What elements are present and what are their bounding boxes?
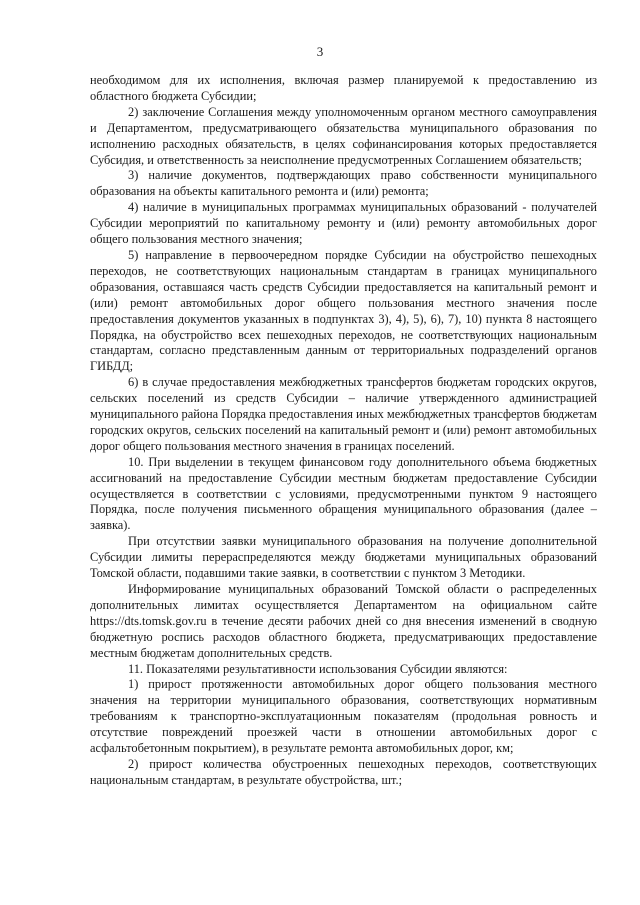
- paragraph-subitem-6: 6) в случае предоставления межбюджетных трансфертов бюджетам городских округов, сельских поселений из средств Субсидии – наличие утвержденного администрацией муниципального района Порядка предоставления иных межбюджетных трансфертов бюджетам городских округов, сельских поселений на капитальный ремонт и (или) ремонт автомобильных дорог общего пользования местного значения в границах поселений.: [90, 375, 597, 453]
- paragraph-clause-10: 10. При выделении в текущем финансовом году дополнительного объема бюджетных ассигнований на предоставление Субсидии местным бюджетам предоставление Субсидии осуществляется в соответствии с условиями, предусмотренными пунктом 9 настоящего Порядка, после получения письменного обращения муниципального образования (далее – заявка).: [90, 454, 597, 533]
- paragraph-continuation: необходимом для их исполнения, включая размер планируемой к предоставлению из областного бюджета Субсидии;: [90, 73, 597, 103]
- paragraph-subitem-5: 5) направление в первоочередном порядке Субсидии на обустройство пешеходных переходов, не соответствующих национальным стандартам в границах муниципального образования, оставшаяся часть средств Субсидии предоставляется на капитальный ремонт и (или) ремонт автомобильных дорог общего пользования местного значения после предоставления документов указанных в подпунктах 3), 4), 5), 6), 7), 10) пункта 8 настоящего Порядка, на обустройство всех пешеходных переходов, не соответствующих национальным стандартам, согласно представленным данным от территориальных подразделений органов ГИБДД;: [90, 247, 597, 374]
- page-number: 3: [316, 44, 324, 59]
- paragraph-subitem-4: 4) наличие в муниципальных программах муниципальных образований - получателей Субсидии мероприятий по капитальному ремонту и (или) ремонту автомобильных дорог общего пользования местного значения;: [90, 200, 597, 247]
- paragraph-clause-11: 11. Показателями результативности использования Субсидии являются:: [128, 661, 508, 676]
- paragraph-indicator-1: 1) прирост протяженности автомобильных дорог общего пользования местного значения на территории муниципального образования, соответствующих нормативным требованиям к транспортно-эксплуатационным показателям (продольная ровность и отсутствие повреждений проезжей части в отношении автомобильных дорог с асфальтобетонным покрытием), в результате ремонта автомобильных дорог, км;: [90, 677, 597, 756]
- paragraph-subitem-2: 2) заключение Соглашения между уполномоченным органом местного самоуправления и Департаментом, предусматривающего обязательства муниципального образования по исполнению расходных обязательств, в целях софинансирования которых предоставляется Субсидия, и ответственность за неисполнение предусмотренных Соглашением обязательств;: [90, 104, 597, 167]
- paragraph-no-application: При отсутствии заявки муниципального образования на получение дополнительной Субсидии лимиты перераспределяются между бюджетами муниципальных образований Томской области, подавшими такие заявки, в соответствии с пунктом 3 Методики.: [90, 534, 597, 581]
- document-body: [90, 73, 597, 789]
- paragraph-informing: Информирование муниципальных образований Томской области о распределенных дополнительных лимитах осуществляется Департаментом на официальном сайте https://dts.tomsk.gov.ru в течение десяти рабочих дней со дня внесения изменений в сводную бюджетную роспись расходов областного бюджета, предусматривающих предоставление местным бюджетам дополнительных средств.: [90, 582, 597, 660]
- paragraph-subitem-3: 3) наличие документов, подтверждающих право собственности муниципального образования на объекты капитального ремонта и (или) ремонта;: [90, 168, 597, 199]
- paragraph-indicator-2: 2) прирост количества обустроенных пешеходных переходов, соответствующих национальным стандартам, в результате обустройства, шт.;: [90, 756, 597, 787]
